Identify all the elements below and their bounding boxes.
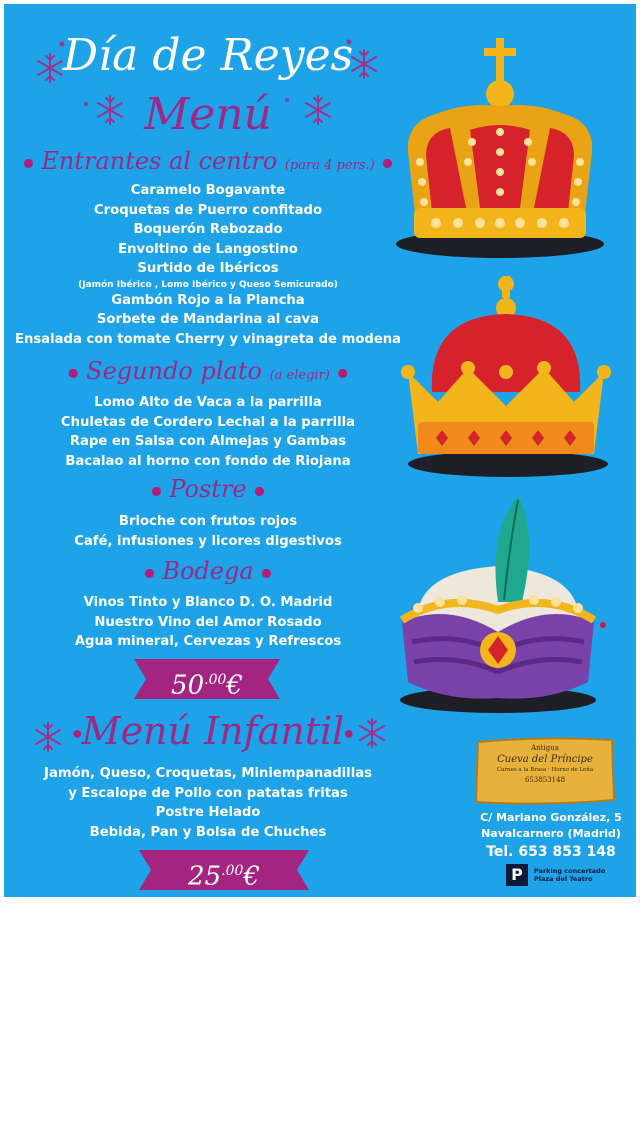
- list-item: Chuletas de Cordero Lechal a la parrilla: [60, 414, 356, 430]
- list-item: Ensalada con tomate Cherry y vinagreta de modena: [14, 331, 402, 347]
- header-subtitle: Menú: [144, 89, 272, 140]
- parking-icon: P: [506, 864, 528, 886]
- segundo-list: [4, 393, 412, 471]
- list-item: Sorbete de Mandarina al cava: [96, 312, 320, 327]
- list-item: Brioche con frutos rojos: [118, 514, 298, 529]
- list-item: Café, infusiones y licores digestivos: [74, 533, 342, 549]
- header-title: Día de Reyes: [62, 30, 354, 81]
- turban-icon: [398, 492, 612, 714]
- price-badge-kids: [139, 850, 309, 890]
- price-main-amount: 50: [171, 670, 205, 701]
- list-item: Nuestro Vino del Amor Rosado: [94, 614, 322, 630]
- section-title-bodega: ● Bodega ●: [144, 557, 272, 585]
- list-item: Jamón, Queso, Croquetas, Miniempanadillas: [44, 766, 372, 781]
- list-item: Bebida, Pan y Bolsa de Chuches: [89, 824, 327, 840]
- list-item: Rape en Salsa con Almejas y Gambas: [69, 434, 347, 449]
- price-kids-currency: €: [243, 861, 260, 892]
- parking-info: P Parking concertado Plaza del Teatro: [506, 864, 626, 890]
- list-item: Caramelo Bogavante: [130, 183, 286, 198]
- price-kids-cents: .00: [221, 863, 244, 879]
- entrantes-list: [4, 181, 412, 349]
- price-kids-amount: 25: [188, 861, 222, 892]
- restaurant-logo: Antigua Cueva del Príncipe Carnes a la Brasa · Horno de Leña 653853148: [474, 736, 616, 806]
- list-item: Postre Helado: [155, 805, 261, 820]
- list-item: Boquerón Rebozado: [133, 222, 283, 237]
- phone-number: Tel. 653 853 148: [486, 844, 616, 860]
- list-item: Surtido de Ibéricos: [137, 261, 279, 276]
- bodega-list: [4, 593, 412, 652]
- list-item: Lomo Alto de Vaca a la parrilla: [94, 395, 322, 410]
- section-title-entrantes: ● Entrantes al centro (para 4 pers.) ●: [23, 147, 393, 175]
- list-item: y Escalope de Pollo con patatas fritas: [68, 785, 348, 801]
- infantil-list: [4, 764, 412, 842]
- red-crown-icon: [398, 272, 612, 482]
- menu-poster: [4, 4, 636, 897]
- list-item: Agua mineral, Cervezas y Refrescos: [74, 634, 342, 649]
- list-item: Envoltino de Langostino: [118, 241, 298, 257]
- snowflake-icon: [360, 719, 384, 747]
- list-item: Vinos Tinto y Blanco D. O. Madrid: [83, 595, 333, 610]
- section-title-segundo: ● Segundo plato (a elegir) ●: [68, 357, 348, 385]
- price-badge-main: [134, 659, 280, 699]
- list-item: Gambón Rojo a la Plancha: [111, 292, 305, 308]
- section-title-postre: ● Postre ●: [151, 475, 265, 503]
- list-item: Bacalao al horno con fondo de Riojana: [65, 453, 351, 469]
- snowflake-icon: [36, 723, 60, 751]
- price-main-cents: .00: [204, 672, 227, 688]
- address-line-2: Navalcarnero (Madrid): [481, 827, 621, 840]
- list-item: Croquetas de Puerro confitado: [93, 202, 323, 218]
- list-item-detail: (Jamón Ibérico , Lomo Ibérico y Queso Semicurado): [78, 279, 338, 290]
- address-line-1: C/ Mariano González, 5: [480, 811, 622, 824]
- gold-crown-icon: [396, 32, 612, 264]
- price-main-currency: €: [226, 670, 243, 701]
- infantil-title: ●Menú Infantil●: [72, 709, 354, 753]
- postre-list: [4, 512, 412, 551]
